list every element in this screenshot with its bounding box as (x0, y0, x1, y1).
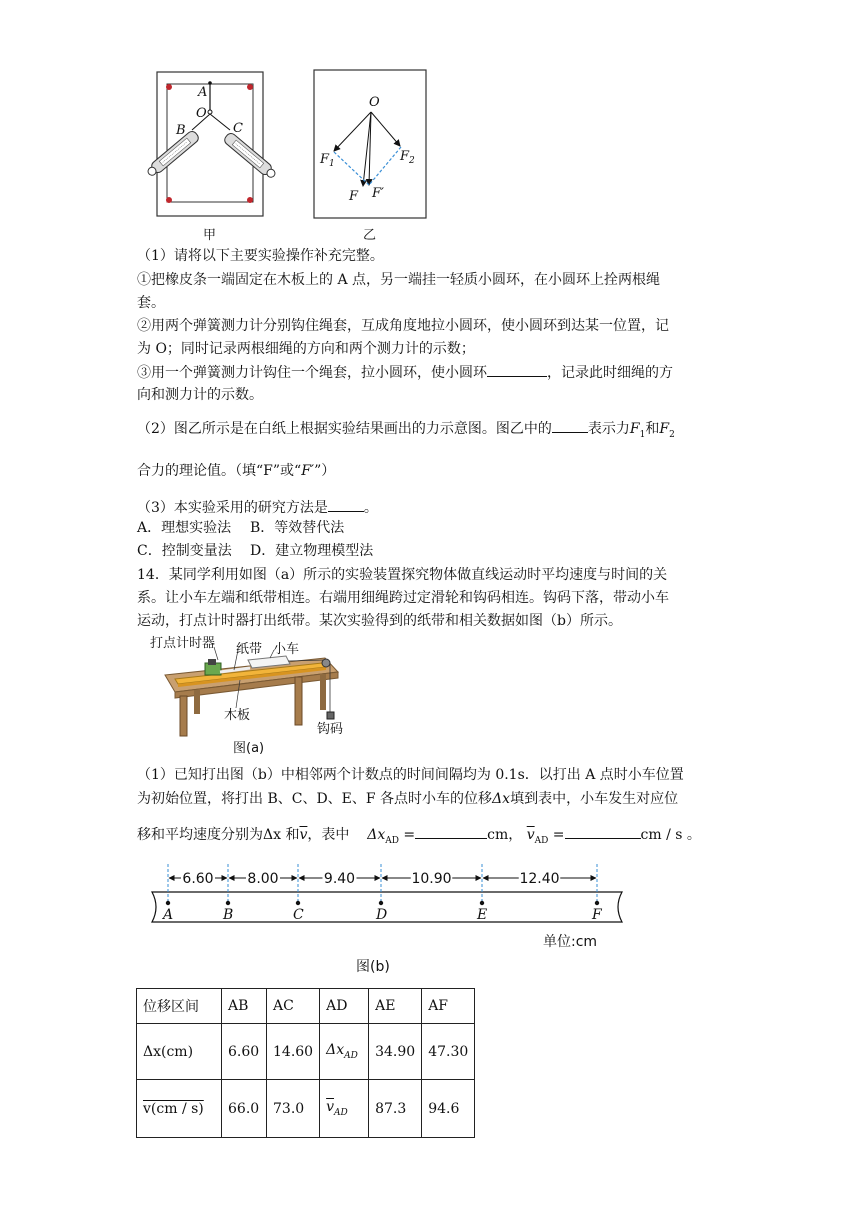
q13-step2b: 为 O；同时记录两根细绳的方向和两个测力计的示数； (137, 341, 475, 357)
label-o-yi: O (369, 95, 380, 110)
q14-p1c: 移和平均速度分别为Δx 和$\overline{v}$，表中 $\Delta x_{AD}$ = cm， $\overline{v}_{AD}$ = cm / s 。 (137, 824, 701, 851)
cell-v-ab: 66.0 (222, 1080, 267, 1138)
label-b: B (176, 123, 186, 138)
caption-jia: 甲 (203, 228, 217, 243)
tape-dot (595, 901, 599, 905)
q14-line1: 14．某同学利用如图（a）所示的实验装置探究物体做直线运动时平均速度与时间的关 (137, 567, 668, 583)
blank-step3[interactable] (487, 362, 547, 377)
tape-dot (166, 901, 170, 905)
label-c: C (233, 121, 243, 136)
tape-segment-length: 9.40 (323, 871, 356, 887)
cell-v-ac: 73.0 (267, 1080, 320, 1138)
cell-v-af: 94.6 (422, 1080, 475, 1138)
blank-p2[interactable] (552, 418, 588, 433)
tape-segment-length: 10.90 (411, 871, 452, 887)
label-f1: F (320, 152, 330, 167)
blank-vad[interactable] (565, 824, 641, 839)
option-d[interactable]: D．建立物理模型法 (250, 543, 374, 559)
tape-point-label: E (477, 907, 488, 923)
tape-segment-length: 8.00 (247, 871, 279, 887)
q14-p1a: （1）已知打出图（b）中相邻两个计数点的时间间隔均为 0.1s．以打出 A 点时小车位置 (137, 767, 684, 783)
table-header-ab: AB (222, 989, 267, 1024)
label-f1-sub: 1 (329, 159, 335, 169)
svg-text:F2 (399, 149, 415, 166)
label-f2-sub: 2 (409, 156, 415, 166)
label-a: A (198, 85, 208, 100)
q14-line2: 系。让小车左端和纸带相连。右端用细绳跨过定滑轮和钩码相连。钩码下落，带动小车 (137, 590, 669, 606)
tape-dot (480, 901, 484, 905)
cell-v-ae: 87.3 (369, 1080, 422, 1138)
label-f2: F (400, 149, 410, 164)
label-weight: 钩码 (317, 722, 344, 737)
figure-yi (312, 68, 428, 220)
tape-segment-length: 12.40 (519, 871, 560, 887)
tape-point-label: B (223, 907, 234, 923)
table-header-ac: AC (267, 989, 320, 1024)
q13-p3: （3）本实验采用的研究方法是 。 (137, 497, 378, 518)
q14-line3: 运动，打点计时器打出纸带。某次实验得到的纸带和相关数据如图（b）所示。 (137, 613, 622, 629)
q13-step1a: ①把橡皮条一端固定在木板上的 A 点，另一端挂一轻质小圆环，在小圆环上拴两根绳 (137, 272, 661, 288)
label-fprime: F′ (372, 186, 384, 201)
row-dx-label: Δx(cm) (137, 1024, 222, 1080)
tape-point-label: C (293, 907, 304, 923)
table-header-af: AF (422, 989, 475, 1024)
tape-point-label: F (592, 907, 602, 923)
tape-dot (226, 901, 230, 905)
table-header-interval: 位移区间 (137, 989, 222, 1024)
figure-b-tape (140, 862, 630, 932)
q13-step1b: 套。 (137, 295, 165, 311)
q13-step3a: ③用一个弹簧测力计钩住一个绳套，拉小圆环，使小圆环 ，记录此时细绳的方 (137, 362, 673, 383)
cell-v-ad[interactable]: $\overline{v}_{AD}$ (320, 1080, 369, 1138)
label-f: F (349, 189, 359, 204)
vbar: $\overline{v}$ (299, 827, 308, 843)
label-timer: 打点计时器 (150, 636, 216, 651)
caption-fig-b: 图(b) (356, 959, 390, 975)
svg-text:F1 (319, 152, 335, 169)
row-v-label: v(cm / s) (137, 1080, 222, 1138)
tape-segment-length: 6.60 (182, 871, 214, 887)
option-c[interactable]: C．控制变量法 (137, 543, 232, 559)
cell-dx-ab: 6.60 (222, 1024, 267, 1080)
blank-p3[interactable] (328, 497, 364, 512)
label-board: 木板 (224, 708, 251, 723)
tape-dot (296, 901, 300, 905)
data-table (136, 988, 475, 1138)
cell-dx-ad[interactable]: $\Delta x_{AD}$ (320, 1024, 369, 1080)
cell-dx-ac: 14.60 (267, 1024, 320, 1080)
tape-unit: 单位:cm (543, 934, 598, 950)
tape-point-label: A (163, 907, 174, 923)
blank-dxad[interactable] (415, 824, 487, 839)
figure-jia (140, 70, 290, 220)
caption-fig-a: 图(a) (233, 741, 265, 756)
tape-dot (379, 901, 383, 905)
cell-dx-ae: 34.90 (369, 1024, 422, 1080)
label-car: 小车 (273, 642, 300, 657)
q13-step3b: 向和测力计的示数。 (137, 387, 263, 403)
option-b[interactable]: B．等效替代法 (250, 520, 345, 536)
label-tape: 纸带 (236, 642, 263, 657)
cell-dx-af: 47.30 (422, 1024, 475, 1080)
table-header-ae: AE (369, 989, 422, 1024)
label-o: O (196, 106, 207, 121)
tape-point-label: D (376, 907, 388, 923)
caption-yi: 乙 (363, 228, 377, 243)
q13-step2a: ②用两个弹簧测力计分别钩住绳套，互成角度地拉小圆环，使小圆环到达某一位置，记 (137, 318, 669, 334)
q13-p1-title: （1）请将以下主要实验操作补充完整。 (137, 248, 384, 264)
q14-p1b: 为初始位置，将打出 B、C、D、E、F 各点时小车的位移Δx填到表中，小车发生对应位 (137, 791, 679, 807)
q13-p2b: 合力的理论值。（填“F”或“F′”） (137, 463, 336, 479)
q13-p2: （2）图乙所示是在白纸上根据实验结果画出的力示意图。图乙中的 表示力$F_1$和$F_2$ (137, 418, 675, 445)
option-a[interactable]: A．理想实验法 (137, 520, 232, 536)
table-header-ad: AD (320, 989, 369, 1024)
